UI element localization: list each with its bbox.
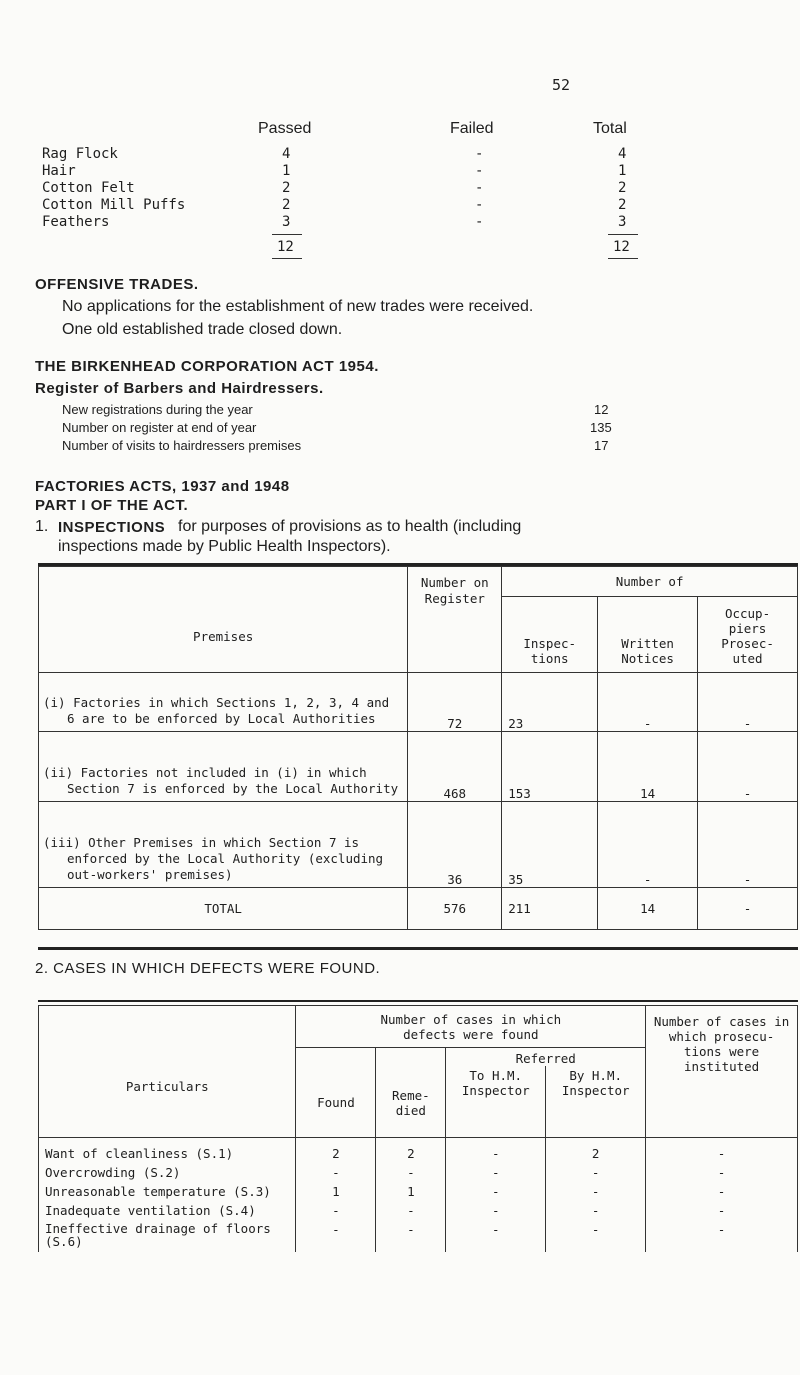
row-failed: - xyxy=(475,214,484,230)
premises-cell: (ii) Factories not included in (i) in which Section 7 is enforced by the Local Authority xyxy=(39,732,408,802)
total-label: TOTAL xyxy=(39,888,408,930)
passed-total: 12 xyxy=(277,239,294,255)
row-failed: - xyxy=(475,180,484,196)
row-total: 2 xyxy=(618,197,627,213)
remedied-cell: - xyxy=(376,1220,446,1252)
corporation-subheading: Register of Barbers and Hairdressers. xyxy=(35,380,324,397)
factories-part-heading: PART I OF THE ACT. xyxy=(35,497,189,514)
col-referred: Referred xyxy=(446,1048,646,1066)
row-failed: - xyxy=(475,146,484,162)
to-hm-cell: - xyxy=(446,1138,546,1164)
register-row-value: 17 xyxy=(594,438,609,453)
item1-lead: INSPECTIONS xyxy=(58,519,166,536)
remedied-cell: - xyxy=(376,1163,446,1182)
notices-cell: 14 xyxy=(598,732,698,802)
prosecuted-cell: - xyxy=(698,732,798,802)
row-label: Rag Flock xyxy=(42,146,118,162)
row-passed: 1 xyxy=(282,163,291,179)
col-number-of: Number of xyxy=(502,567,798,597)
row-failed: - xyxy=(475,163,484,179)
particular-label: Unreasonable temperature (S.3) xyxy=(39,1182,296,1201)
sum-rule xyxy=(272,258,302,259)
defects-top-rule xyxy=(38,1000,798,1002)
register-row-label: New registrations during the year xyxy=(62,402,253,417)
by-hm-cell: - xyxy=(546,1220,646,1252)
table-row xyxy=(39,1220,798,1252)
notices-cell: - xyxy=(598,802,698,888)
col-by-hm: By H.M. Inspector xyxy=(546,1066,646,1138)
to-hm-cell: - xyxy=(446,1163,546,1182)
prosecuted-cell: - xyxy=(698,673,798,732)
row-passed: 2 xyxy=(282,197,291,213)
row-failed: - xyxy=(475,197,484,213)
notices-cell: - xyxy=(598,673,698,732)
prosecuted-cell: - xyxy=(698,802,798,888)
row-label: Hair xyxy=(42,163,76,179)
total-inspections: 211 xyxy=(502,888,598,930)
register-cell: 72 xyxy=(408,673,502,732)
sum-rule xyxy=(608,258,638,259)
sum-rule xyxy=(272,234,302,235)
col-total-header: Total xyxy=(593,120,627,137)
defects-table xyxy=(38,1005,798,1252)
offensive-heading: OFFENSIVE TRADES. xyxy=(35,276,199,293)
to-hm-cell: - xyxy=(446,1220,546,1252)
row-total: 4 xyxy=(618,146,627,162)
row-total: 3 xyxy=(618,214,627,230)
found-cell: - xyxy=(296,1163,376,1182)
row-total: 2 xyxy=(618,180,627,196)
row-passed: 4 xyxy=(282,146,291,162)
register-row-label: Number on register at end of year xyxy=(62,420,257,435)
table-bottom-rule xyxy=(38,947,798,950)
page-number: 52 xyxy=(552,76,571,94)
table-row xyxy=(39,732,798,802)
by-hm-cell: 2 xyxy=(546,1138,646,1164)
by-hm-cell: - xyxy=(546,1163,646,1182)
particular-label: Inadequate ventilation (S.4) xyxy=(39,1201,296,1220)
col-defects-group: Number of cases in which defects were found xyxy=(296,1006,646,1048)
table-row xyxy=(39,1138,798,1164)
row-passed: 3 xyxy=(282,214,291,230)
particular-label: Want of cleanliness (S.1) xyxy=(39,1138,296,1164)
premises-cell: (i) Factories in which Sections 1, 2, 3, 4 and 6 are to be enforced by Local Authorities xyxy=(39,673,408,732)
offensive-line1: No applications for the establishment of new trades were received. xyxy=(62,298,534,315)
row-label: Feathers xyxy=(42,214,110,230)
prosecutions-cell: - xyxy=(646,1138,798,1164)
table-row xyxy=(39,1182,798,1201)
total-prosecuted: - xyxy=(698,888,798,930)
row-label: Cotton Felt xyxy=(42,180,135,196)
by-hm-cell: - xyxy=(546,1201,646,1220)
to-hm-cell: - xyxy=(446,1182,546,1201)
col-prosecutions: Number of cases in which prosecu- tions were instituted xyxy=(646,1006,798,1138)
prosecutions-cell: - xyxy=(646,1220,798,1252)
col-failed-header: Failed xyxy=(450,120,494,137)
item1-line2: inspections made by Public Health Inspectors). xyxy=(58,538,391,555)
table-row xyxy=(39,802,798,888)
total-row xyxy=(39,888,798,930)
inspections-cell: 153 xyxy=(502,732,598,802)
table-row xyxy=(39,1201,798,1220)
particular-label: Ineffective drainage of floors (S.6) xyxy=(39,1220,296,1252)
total-total: 12 xyxy=(613,239,630,255)
prosecutions-cell: - xyxy=(646,1201,798,1220)
register-row-value: 12 xyxy=(594,402,609,417)
offensive-line2: One old established trade closed down. xyxy=(62,321,343,338)
prosecutions-cell: - xyxy=(646,1182,798,1201)
col-register: Number on Register xyxy=(408,567,502,673)
inspections-table xyxy=(38,566,798,930)
total-notices: 14 xyxy=(598,888,698,930)
register-row-value: 135 xyxy=(590,420,612,435)
factories-heading: FACTORIES ACTS, 1937 and 1948 xyxy=(35,478,290,495)
row-total: 1 xyxy=(618,163,627,179)
row-passed: 2 xyxy=(282,180,291,196)
register-cell: 36 xyxy=(408,802,502,888)
table-row xyxy=(39,673,798,732)
table-row xyxy=(39,1163,798,1182)
col-passed-header: Passed xyxy=(258,120,312,137)
remedied-cell: - xyxy=(376,1201,446,1220)
col-particulars: Particulars xyxy=(39,1006,296,1138)
col-prosecuted: Occup- piers Prosec- uted xyxy=(698,597,798,673)
item1-line1: for purposes of provisions as to health (including xyxy=(178,518,522,535)
premises-cell: (iii) Other Premises in which Section 7 is enforced by the Local Authority (excluding out-workers' premises) xyxy=(39,802,408,888)
col-inspections: Inspec- tions xyxy=(502,597,598,673)
col-notices: Written Notices xyxy=(598,597,698,673)
to-hm-cell: - xyxy=(446,1201,546,1220)
by-hm-cell: - xyxy=(546,1182,646,1201)
inspections-cell: 23 xyxy=(502,673,598,732)
corporation-heading: THE BIRKENHEAD CORPORATION ACT 1954. xyxy=(35,358,379,375)
total-register: 576 xyxy=(408,888,502,930)
remedied-cell: 1 xyxy=(376,1182,446,1201)
found-cell: 1 xyxy=(296,1182,376,1201)
col-remedied: Reme- died xyxy=(376,1048,446,1138)
defects-heading: 2. CASES IN WHICH DEFECTS WERE FOUND. xyxy=(35,960,381,977)
col-found: Found xyxy=(296,1048,376,1138)
sum-rule xyxy=(608,234,638,235)
prosecutions-cell: - xyxy=(646,1163,798,1182)
item1-number: 1. xyxy=(35,518,49,535)
remedied-cell: 2 xyxy=(376,1138,446,1164)
found-cell: - xyxy=(296,1201,376,1220)
particular-label: Overcrowding (S.2) xyxy=(39,1163,296,1182)
register-cell: 468 xyxy=(408,732,502,802)
found-cell: - xyxy=(296,1220,376,1252)
col-to-hm: To H.M. Inspector xyxy=(446,1066,546,1138)
found-cell: 2 xyxy=(296,1138,376,1164)
register-row-label: Number of visits to hairdressers premises xyxy=(62,438,302,453)
row-label: Cotton Mill Puffs xyxy=(42,197,186,213)
col-premises: Premises xyxy=(39,567,408,673)
inspections-cell: 35 xyxy=(502,802,598,888)
